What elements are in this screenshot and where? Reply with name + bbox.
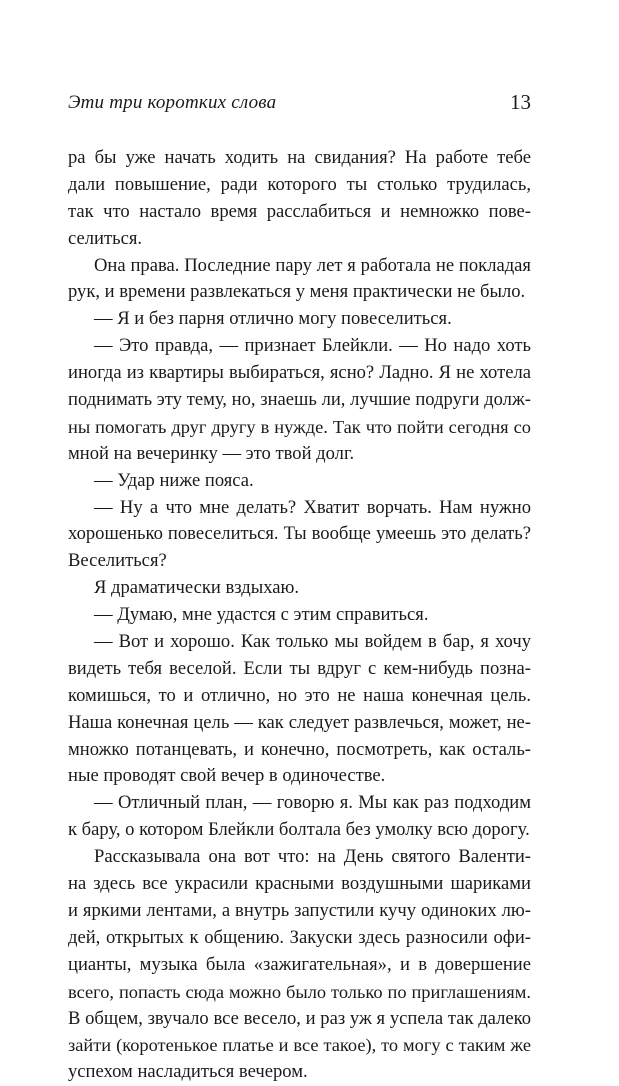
text-line: так что настало время расслабиться и немножко пове- <box>68 200 531 222</box>
text-line: ны помогать друг другу в нужде. Так что пойти сегодня со <box>68 416 531 437</box>
page-number: 13 <box>510 90 531 114</box>
text-line: — Вот и хорошо. Как только мы войдем в бар, я хочу <box>94 631 531 653</box>
text-line: рук, и времени развлекаться у меня практически не было. <box>68 281 526 303</box>
text-line: дали повышение, ради которого ты столько трудилась, <box>68 173 531 195</box>
text-line: Рассказывала она вот что: на День святого Валенти- <box>94 846 531 868</box>
text-line: — Думаю, мне удастся с этим справиться. <box>94 604 429 626</box>
text-line: В общем, звучало все весело, и раз уж я успела так далеко <box>68 1007 531 1029</box>
text-line: Она права. Последние пару лет я работала не покладая <box>94 254 531 276</box>
text-line: зайти (коротенькое платье и все такое), то могу с таким же <box>68 1035 531 1056</box>
text-line: и яркими лентами, а внутрь запустили кучу одиноких лю- <box>68 899 531 921</box>
body-text <box>68 145 531 1086</box>
running-head <box>68 90 531 116</box>
text-line: поднимать эту тему, но, знаешь ли, лучшие подруги долж- <box>68 389 531 411</box>
text-line: видеть тебя веселой. Если ты вдруг с кем-нибудь позна- <box>68 657 531 679</box>
text-line: успехом насладиться вечером. <box>68 1061 308 1083</box>
text-line: на здесь все украсили красными воздушными шариками <box>68 873 531 895</box>
text-line: ные проводят свой вечер в одиночестве. <box>68 765 386 787</box>
text-line: — Ну а что мне делать? Хватит ворчать. Нам нужно <box>94 496 531 518</box>
text-line: множко потанцевать, и конечно, посмотреть, как осталь- <box>68 738 531 760</box>
text-line: Веселиться? <box>68 550 167 572</box>
text-line: — Я и без парня отлично могу повеселиться. <box>94 308 452 330</box>
text-line: Наша конечная цель — как следует развлечься, может, не- <box>68 711 531 733</box>
text-line: всего, попасть сюда можно было только по приглашениям. <box>68 981 531 1002</box>
text-line: к бару, о котором Блейкли болтала без умолку всю дорогу. <box>68 819 530 841</box>
text-line: ра бы уже начать ходить на свидания? На работе тебе <box>68 147 531 168</box>
text-line: мной на вечеринку — это твой долг. <box>68 442 355 464</box>
text-line: иногда из квартиры выбираться, ясно? Ладно. Я не хотела <box>68 362 531 384</box>
running-title: Эти три коротких слова <box>68 92 277 113</box>
text-line: — Это правда, — признает Блейкли. — Но надо хоть <box>94 335 531 357</box>
text-line: комишься, то и отлично, но это не наша конечная цель. <box>68 684 531 706</box>
text-line: дей, открытых к общению. Закуски здесь разносили офи- <box>68 926 531 948</box>
text-line: хорошенько повеселиться. Ты вообще умеешь это делать? <box>68 523 531 545</box>
text-line: селиться. <box>68 227 143 249</box>
text-line: — Отличный план, — говорю я. Мы как раз подходим <box>94 792 531 814</box>
text-line: цианты, музыка была «зажигательная», и в довершение <box>68 953 531 975</box>
text-line: Я драматически вздыхаю. <box>94 577 300 599</box>
text-line: — Удар ниже пояса. <box>94 469 254 491</box>
